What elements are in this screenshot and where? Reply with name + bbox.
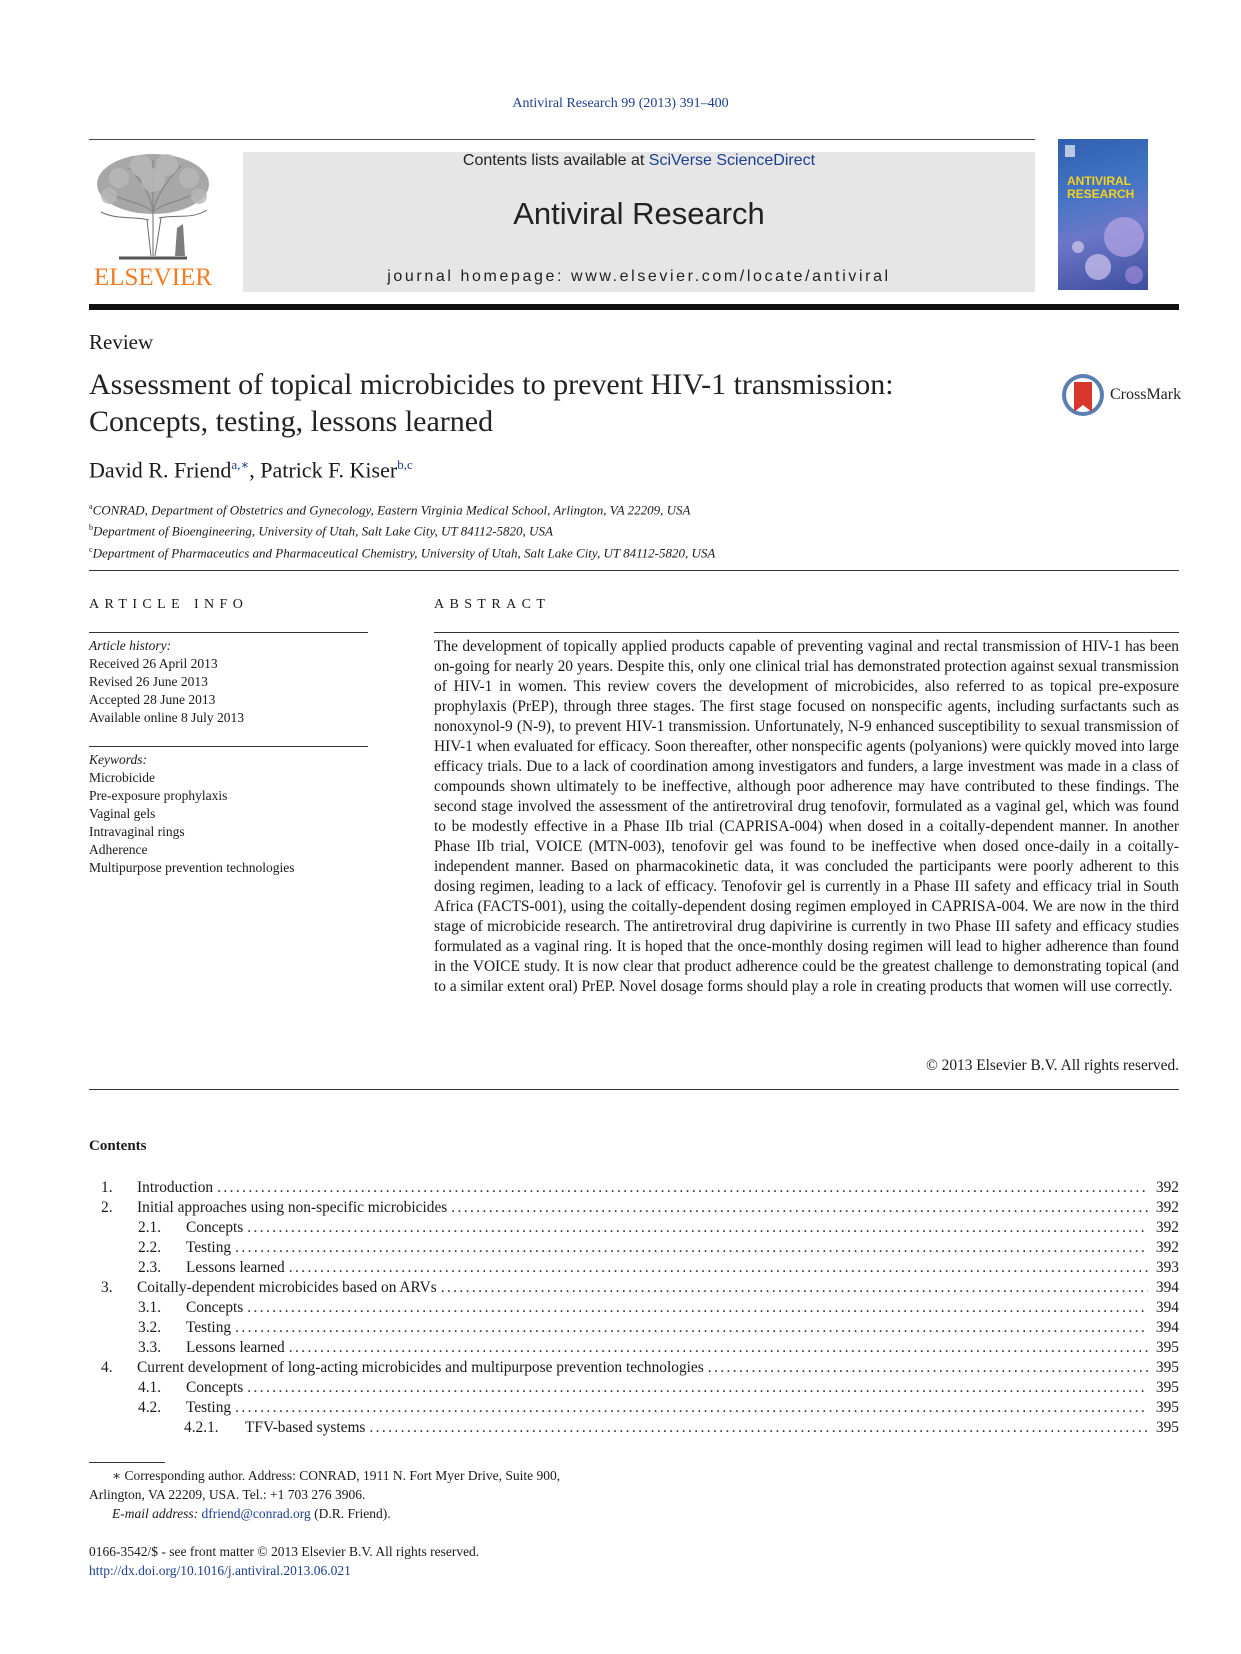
corresponding-author-footnote: [89, 1466, 689, 1523]
history-accepted: Accepted 28 June 2013: [89, 692, 216, 707]
history-received: Received 26 April 2013: [89, 656, 218, 671]
cover-title-line1: ANTIVIRAL: [1067, 174, 1131, 188]
article-title-line1: Assessment of topical microbicides to prevent HIV-1 transmission:: [89, 368, 894, 401]
front-matter-info: [89, 1542, 479, 1580]
toc-leader-dots: [289, 1258, 1148, 1278]
toc-number: 3.1.: [138, 1299, 162, 1316]
journal-homepage[interactable]: journal homepage: www.elsevier.com/locate/antiviral: [387, 268, 891, 285]
toc-number: 3.: [101, 1279, 113, 1296]
affiliation-mark: a: [89, 502, 93, 511]
abstract-rule: [434, 632, 1179, 633]
toc-title: Testing: [186, 1319, 232, 1336]
crossmark-icon: [1060, 372, 1106, 418]
footnote-email-line: [89, 1504, 689, 1523]
toc-page: 395: [1155, 1399, 1179, 1416]
toc-title: TFV-based systems: [245, 1419, 366, 1436]
toc-entry[interactable]: [89, 1418, 1179, 1438]
elsevier-logo: [89, 150, 217, 292]
journal-title: Antiviral Research: [513, 196, 765, 231]
sciencedirect-link[interactable]: SciVerse ScienceDirect: [648, 152, 816, 169]
journal-masthead: [243, 152, 1035, 292]
article-type: Review: [89, 330, 154, 354]
journal-cover-image: [1058, 139, 1148, 290]
keyword: Intravaginal rings: [89, 824, 185, 839]
toc-entry[interactable]: [89, 1398, 1179, 1418]
affiliation-rule: [89, 570, 1179, 571]
toc-entry[interactable]: [89, 1378, 1179, 1398]
author-list: [89, 457, 413, 483]
toc-page: 392: [1155, 1219, 1179, 1236]
keyword: Microbicide: [89, 770, 155, 785]
toc-entry[interactable]: [89, 1298, 1179, 1318]
journal-citation-link[interactable]: Antiviral Research 99 (2013) 391–400: [512, 96, 729, 111]
toc-number: 4.2.1.: [184, 1419, 219, 1436]
publisher-wordmark: ELSEVIER: [93, 264, 213, 291]
abstract-bottom-rule: [89, 1089, 1179, 1090]
affiliation-c: [89, 541, 715, 562]
history-online: Available online 8 July 2013: [89, 710, 244, 725]
toc-title: Testing: [186, 1239, 232, 1256]
toc-title: Testing: [186, 1399, 232, 1416]
toc-title: Initial approaches using non-specific microbicides: [137, 1199, 448, 1216]
toc-title: Lessons learned: [186, 1339, 285, 1356]
toc-leader-dots: [441, 1278, 1148, 1298]
author-name: David R. Friend: [89, 457, 232, 483]
toc-page: 392: [1155, 1199, 1179, 1216]
email-suffix: (D.R. Friend).: [310, 1506, 391, 1521]
keywords: [89, 751, 294, 877]
keyword: Pre-exposure prophylaxis: [89, 788, 228, 803]
contents-available-line: [243, 152, 1035, 170]
header-thick-rule: [89, 304, 1179, 310]
toc-entry[interactable]: [89, 1338, 1179, 1358]
toc-title: Concepts: [186, 1219, 244, 1236]
keywords-rule: [89, 746, 368, 747]
toc-entry[interactable]: [89, 1258, 1179, 1278]
toc-title: Current development of long-acting microbicides and multipurpose prevention technologies: [137, 1359, 704, 1376]
article-history: [89, 637, 244, 727]
toc-title: Introduction: [137, 1179, 214, 1196]
toc-page: 395: [1155, 1419, 1179, 1436]
toc-number: 3.2.: [138, 1319, 162, 1336]
doi-link[interactable]: http://dx.doi.org/10.1016/j.antiviral.2013.06.021: [89, 1563, 351, 1578]
toc-title: Lessons learned: [186, 1259, 285, 1276]
toc-leader-dots: [708, 1358, 1148, 1378]
affiliation-a: [89, 498, 715, 519]
abstract-copyright: © 2013 Elsevier B.V. All rights reserved.: [926, 1057, 1179, 1074]
toc-number: 3.3.: [138, 1339, 162, 1356]
affiliation-text: CONRAD, Department of Obstetrics and Gynecology, Eastern Virginia Medical School, Arlington, VA 22209, USA: [92, 502, 691, 518]
toc-page: 394: [1155, 1319, 1179, 1336]
keyword: Multipurpose prevention technologies: [89, 860, 295, 875]
toc-leader-dots: [235, 1318, 1148, 1338]
header-top-rule: [89, 139, 1035, 140]
affiliation-text: Department of Bioengineering, University of Utah, Salt Lake City, UT 84112-5820, USA: [93, 523, 553, 539]
article-info-heading: ARTICLE INFO: [89, 597, 249, 612]
crossmark-button[interactable]: [1060, 372, 1180, 418]
toc-entry[interactable]: [89, 1238, 1179, 1258]
affiliation-text: Department of Pharmaceutics and Pharmaceutical Chemistry, University of Utah, Salt Lake City, UT 84112-5820, USA: [92, 544, 716, 560]
toc-page: 395: [1155, 1339, 1179, 1356]
footnote-rule: [89, 1462, 165, 1463]
toc-leader-dots: [247, 1218, 1148, 1238]
toc-title: Concepts: [186, 1299, 244, 1316]
toc-leader-dots: [217, 1178, 1148, 1198]
toc-number: 2.1.: [138, 1219, 162, 1236]
affiliations: [89, 498, 715, 562]
toc-leader-dots: [247, 1378, 1148, 1398]
article-info-rule: [89, 632, 368, 633]
toc-entry[interactable]: [89, 1198, 1179, 1218]
toc-number: 2.: [101, 1199, 113, 1216]
toc-title: Concepts: [186, 1379, 244, 1396]
toc-number: 4.: [101, 1359, 113, 1376]
article-title: [89, 366, 989, 440]
toc-page: 392: [1155, 1179, 1179, 1196]
elsevier-tree-icon: [89, 150, 217, 262]
toc-number: 4.1.: [138, 1379, 162, 1396]
toc-number: 4.2.: [138, 1399, 162, 1416]
contents-heading: Contents: [89, 1138, 147, 1154]
keyword: Vaginal gels: [89, 806, 156, 821]
cover-title: [1067, 175, 1134, 201]
crossmark-label: CrossMark: [1110, 386, 1182, 403]
issn-line: 0166-3542/$ - see front matter © 2013 Elsevier B.V. All rights reserved.: [89, 1544, 480, 1559]
affiliation-mark: c: [89, 544, 93, 554]
toc-page: 392: [1155, 1239, 1179, 1256]
history-label: Article history:: [89, 638, 172, 653]
toc-leader-dots: [289, 1338, 1148, 1358]
email-link[interactable]: dfriend@conrad.org: [201, 1506, 311, 1521]
keyword: Adherence: [89, 842, 148, 857]
author-name: Patrick F. Kiser: [260, 457, 398, 483]
toc-entry[interactable]: [89, 1358, 1179, 1378]
footnote-line: ∗ Corresponding author. Address: CONRAD, 1911 N. Fort Myer Drive, Suite 900,: [112, 1468, 561, 1483]
author-separator: ,: [249, 457, 261, 483]
toc-number: 2.3.: [138, 1259, 162, 1276]
toc-page: 394: [1155, 1299, 1179, 1316]
toc-leader-dots: [369, 1418, 1147, 1438]
toc-leader-dots: [247, 1298, 1148, 1318]
history-revised: Revised 26 June 2013: [89, 674, 208, 689]
toc-entry[interactable]: [89, 1278, 1179, 1298]
virus-illustration-icon: [1058, 139, 1148, 290]
keywords-label: Keywords:: [89, 752, 147, 767]
affiliation-b: [89, 519, 715, 540]
contents-available-text: Contents lists available at: [462, 152, 649, 169]
email-label: E-mail address:: [112, 1506, 202, 1521]
toc-title: Coitally-dependent microbicides based on ARVs: [137, 1279, 437, 1296]
toc-page: 394: [1155, 1279, 1179, 1296]
toc-leader-dots: [451, 1198, 1148, 1218]
author-affiliation-mark[interactable]: a,∗: [231, 457, 250, 472]
author-affiliation-mark[interactable]: b,c: [397, 457, 413, 472]
toc-entry[interactable]: [89, 1218, 1179, 1238]
toc-page: 395: [1155, 1359, 1179, 1376]
table-of-contents: [89, 1178, 1179, 1438]
toc-entry[interactable]: [89, 1318, 1179, 1338]
toc-page: 393: [1155, 1259, 1179, 1276]
toc-entry[interactable]: [89, 1178, 1179, 1198]
affiliation-mark: b: [89, 523, 93, 533]
toc-leader-dots: [235, 1398, 1148, 1418]
footnote-line: Arlington, VA 22209, USA. Tel.: +1 703 276 3906.: [89, 1487, 366, 1502]
toc-number: 2.2.: [138, 1239, 162, 1256]
abstract-text: The development of topically applied products capable of preventing vaginal and rectal transmission of HIV-1 has been on-going for nearly 20 years. Despite this, only one clinical trial has demonstrated protection against sexual transmission of HIV-1 in women. This review covers the development of microbicides, also referred to as topical pre-exposure prophylaxis (PrEP), through three stages. The first stage focused on nonspecific agents, including surfactants such as nonoxynol-9 (N-9), to prevent HIV-1 transmission. Unfortunately, N-9 enhanced susceptibility to sexual transmission of HIV-1 when evaluated for efficacy. Soon thereafter, other nonspecific agents (polyanions) were quickly moved into large efficacy trials. Due to a lack of coordination among investigators and funders, a large investment was made in a class of compounds shown ultimately to be ineffective, although poor adherence may have contributed to these findings. The second stage involved the assessment of the antiretroviral drug tenofovir, formulated as a vaginal gel, which was found to be modestly effective in a Phase IIb trial (CAPRISA-004) when dosed in a coitally-dependent manner. In another Phase IIb trial, VOICE (MTN-003), tenofovir gel was found to be ineffective when dosed once-daily in a coitally-independent manner. Based on pharmacokinetic data, it was concluded the participants were poorly adherent to this dosing regimen, leading to a lack of efficacy. Tenofovir gel is currently in a Phase III safety and efficacy trial in South Africa (FACTS-001), using the coitally-dependent dosing regimen employed in CAPRISA-004. We are now in the third stage of microbicide research. The antiretroviral drug dapivirine is currently in two Phase III safety and efficacy studies formulated as a vaginal ring. It is hoped that the once-monthly dosing regimen will lead to higher adherence than found in the VOICE study. It is now clear that product adherence could be the greatest challenge to demonstrating topical (and to a similar extent oral) PrEP. Novel dosage forms should play a role in creating products that women will use correctly.: [434, 638, 1179, 995]
toc-page: 395: [1155, 1379, 1179, 1396]
article-title-line2: Concepts, testing, lessons learned: [89, 405, 494, 438]
toc-leader-dots: [235, 1238, 1148, 1258]
toc-number: 1.: [101, 1179, 113, 1196]
cover-title-line2: RESEARCH: [1067, 187, 1135, 201]
abstract-heading: ABSTRACT: [434, 597, 551, 612]
